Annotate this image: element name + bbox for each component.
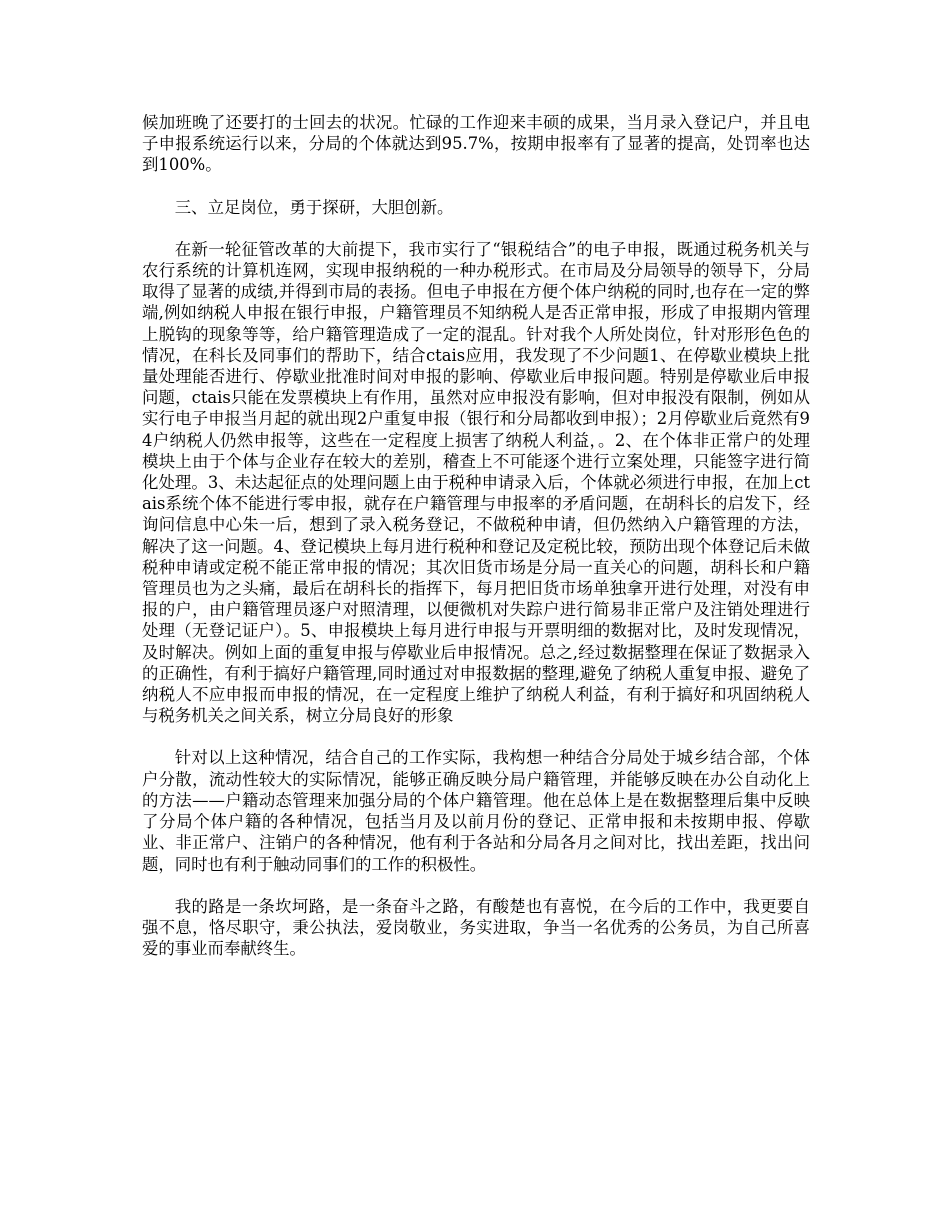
section-heading-3: 三、立足岗位，勇于探研，大胆创新。 xyxy=(174,197,454,217)
paragraph-closing: 我的路是一条坎坷路，是一条奋斗之路，有酸楚也有喜悦，在今后的工作中，我更要自强不息，恪尽职守，秉公执法，爱岗敬业，务实进取，争当一名优秀的公务员，为自己所喜爱的事业而奉献终生。 xyxy=(142,896,810,959)
paragraph-main: 在新一轮征管改革的大前提下，我市实行了“银税结合”的电子申报，既通过税务机关与农行系统的计算机连网，实现申报纳税的一种办税形式。在市局及分局领导的领导下，分局取得了显著的成绩,并得到市局的表扬。但电子申报在方便个体户纳税的同时,也存在一定的弊端,例如纳税人申报在银行申报，户籍管理员不知纳税人是否正常申报，形成了申报期内管理上脱钩的现象等等，给户籍管理造成了一定的混乱。针对我个人所处岗位，针对形形色色的情况，在科长及同事们的帮助下，结合ctais应用，我发现了不少问题1、在停歇业模块上批量处理能否进行、停歇业批准时间对申报的影响、停歇业后申报问题。特别是停歇业后申报问题，ctais只能在发票模块上有作用，虽然对应申报没有影响，但对申报没有限制，例如从实行电子申报当月起的就出现2户重复申报（银行和分局都收到申报）；2月停歇业后竟然有94户纳税人仍然申报等，这些在一定程度上损害了纳税人利益，。2、在个体非正常户的处理模块上由于个体与企业存在较大的差别，稽查上不可能逐个进行立案处理，只能签字进行简化处理。3、未达起征点的处理问题上由于税种申请录入后，个体就必须进行申报，在加上ctais系统个体不能进行零申报，就存在户籍管理与申报率的矛盾问题，在胡科长的启发下，经询问信息中心朱一后，想到了录入税务登记，不做税种申请，但仍然纳入户籍管理的方法，解决了这一问题。4、登记模块上每月进行税种和登记及定税比较，预防出现个体登记后未做税种申请或定税不能正常申报的情况；其次旧货市场是分局一直关心的问题，胡科长和户籍管理员也为之头痛，最后在胡科长的指挥下，每月把旧货市场单独拿开进行处理，对没有申报的户，由户籍管理员逐户对照清理，以便微机对失踪户进行简易非正常户及注销处理进行处理（无登记证户）。5、申报模块上每月进行申报与开票明细的数据对比，及时发现情况，及时解决。例如上面的重复申报与停歇业后申报情况。总之,经过数据整理在保证了数据录入的正确性，有利于搞好户籍管理,同时通过对申报数据的整理,避免了纳税人重复申报、避免了纳税人不应申报而申报的情况，在一定程度上维护了纳税人利益，有利于搞好和巩固纳税人与税务机关之间关系，树立分局良好的形象 xyxy=(142,239,810,726)
document-body xyxy=(142,112,810,959)
paragraph-continuation: 候加班晚了还要打的士回去的状况。忙碌的工作迎来丰硕的成果，当月录入登记户，并且电子申报系统运行以来，分局的个体就达到95.7%，按期申报率有了显著的提高，处罚率也达到100%。 xyxy=(142,113,810,175)
paragraph-proposal: 针对以上这种情况，结合自己的工作实际，我构想一种结合分局处于城乡结合部，个体户分散，流动性较大的实际情况，能够正确反映分局户籍管理，并能够反映在办公自动化上的方法——户籍动态管理来加强分局的个体户籍管理。他在总体上是在数据整理后集中反映了分局个体户籍的各种情况，包括当月及以前月份的登记、正常申报和未按期申报、停歇业、非正常户、注销户的各种情况，他有利于各站和分局各月之间对比，找出差距，找出问题，同时也有利于触动同事们的工作的积极性。 xyxy=(142,748,810,874)
